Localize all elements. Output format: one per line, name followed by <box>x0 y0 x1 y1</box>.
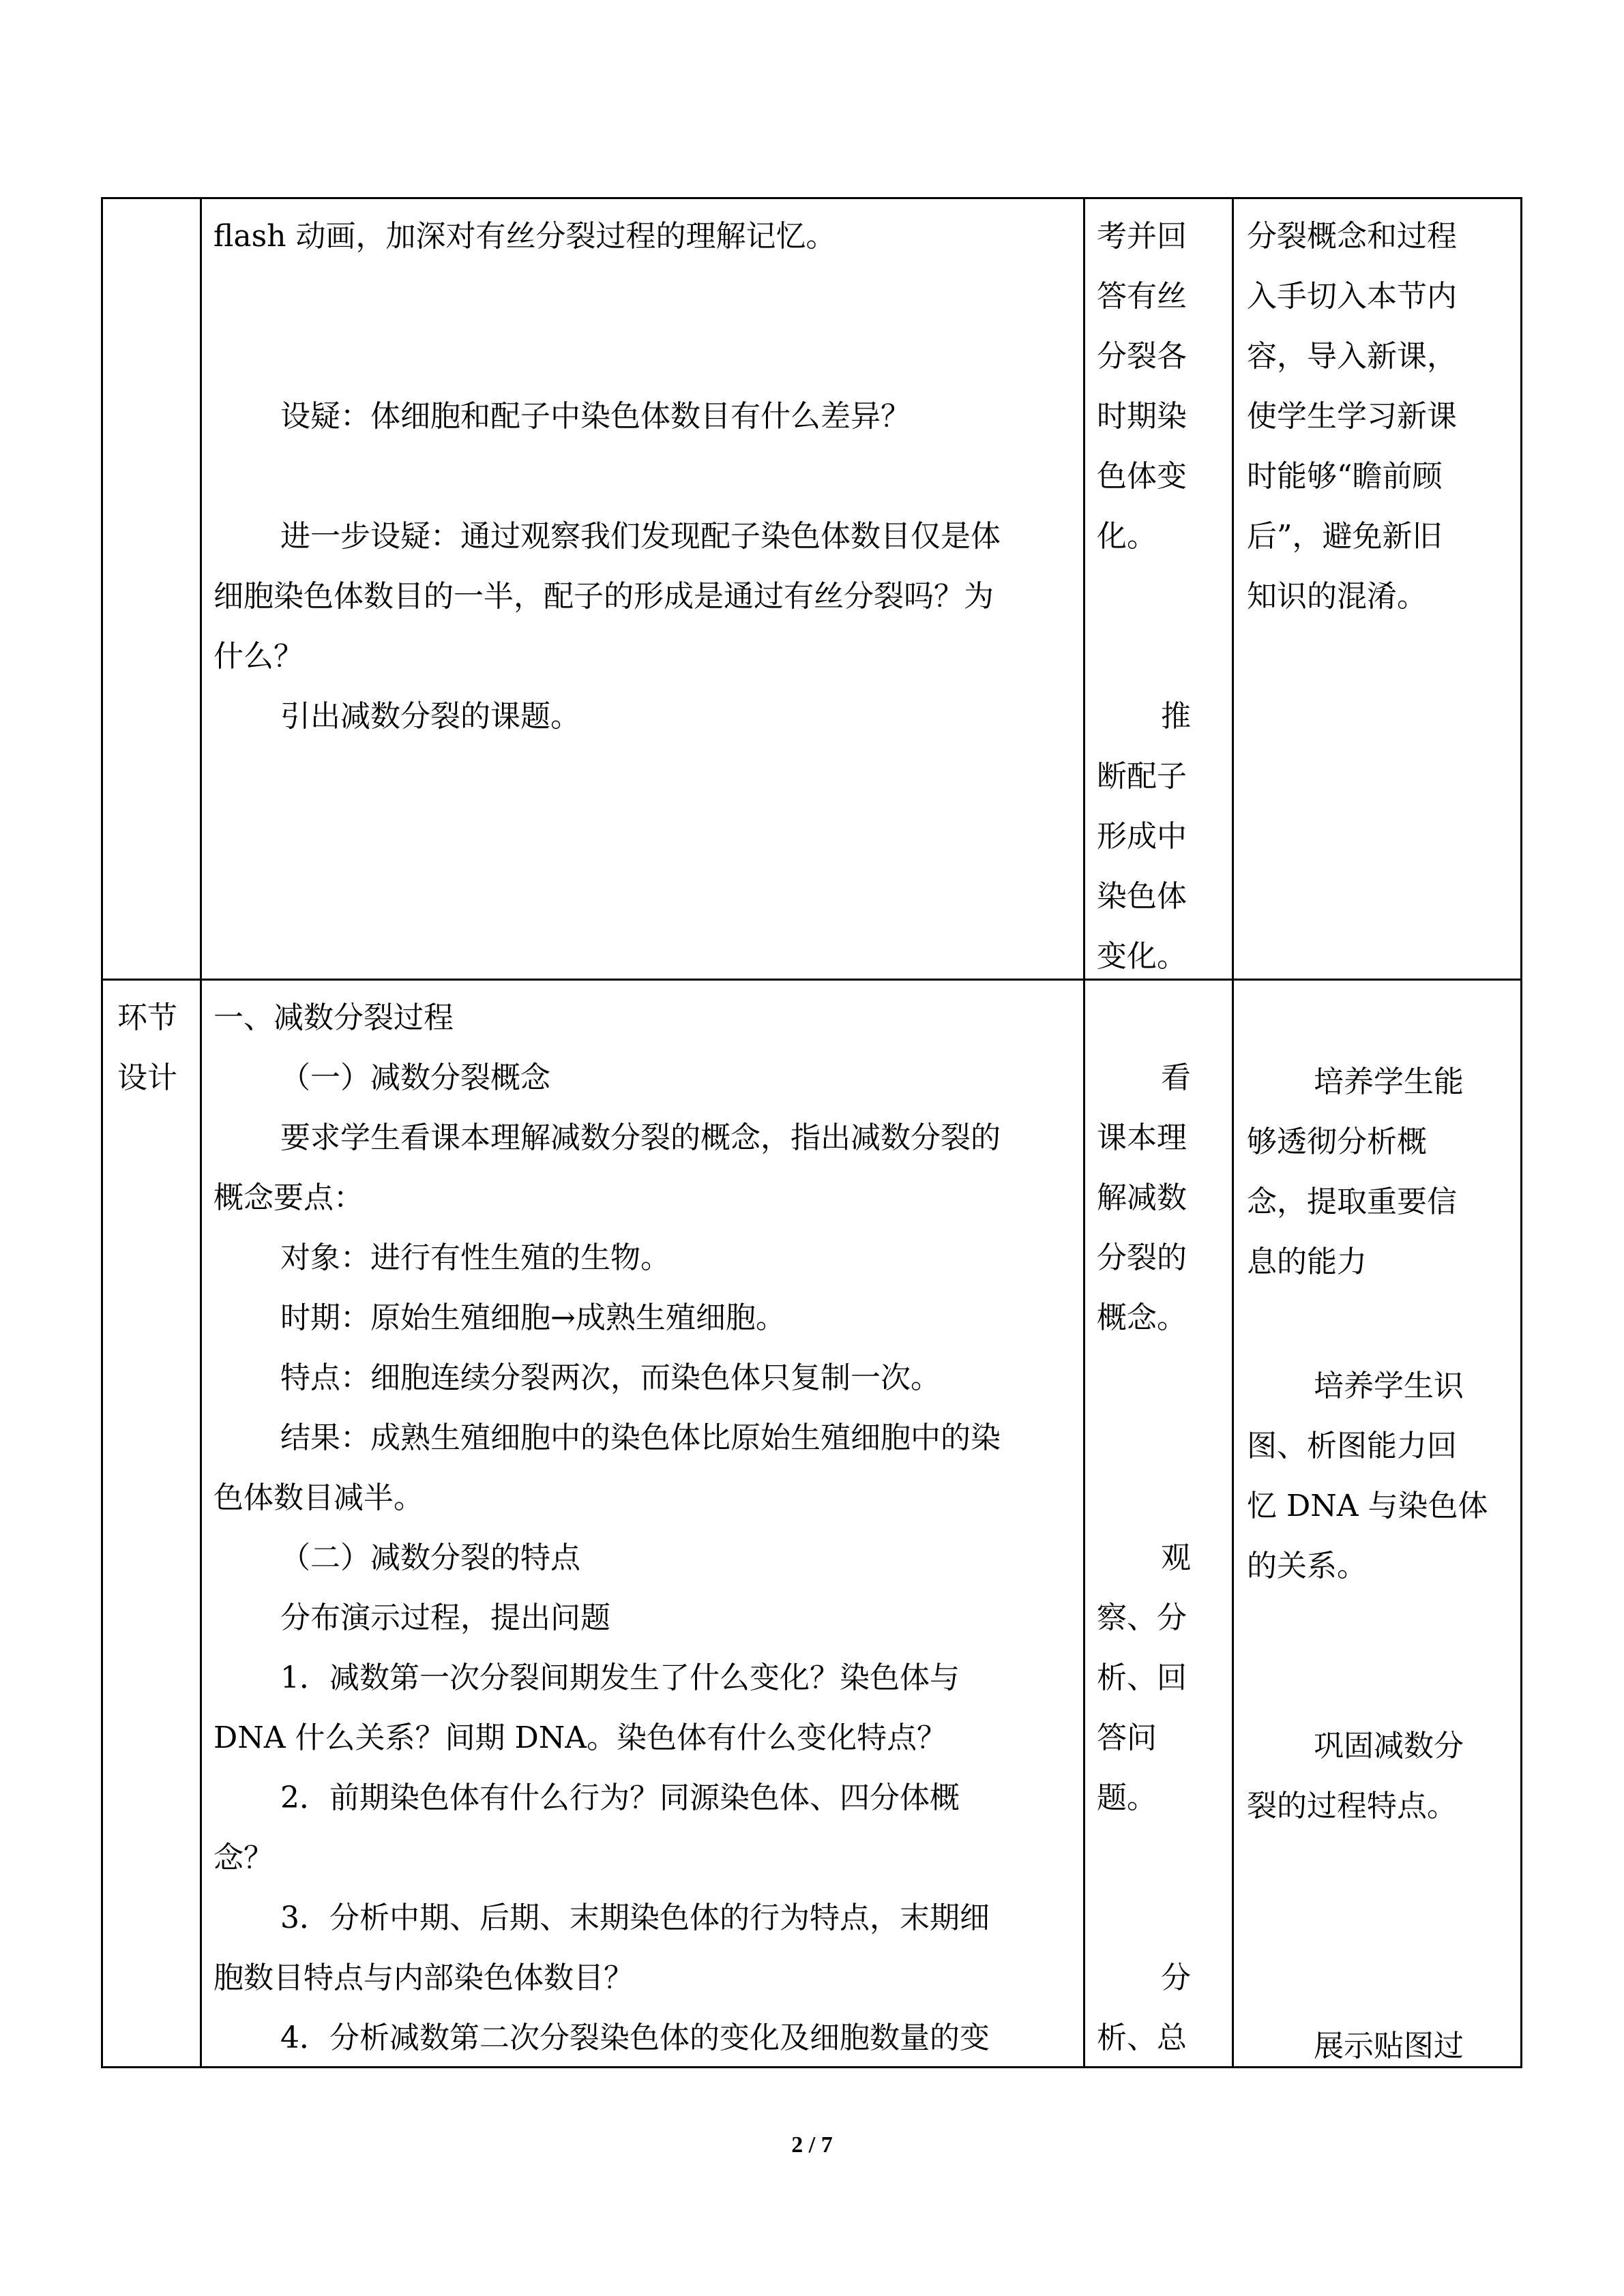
row-divider <box>103 979 1520 981</box>
page-number: 2 / 7 <box>791 2132 833 2158</box>
text-line: 容，导入新课， <box>1247 339 1457 374</box>
text-line: 裂的过程特点。 <box>1247 1789 1457 1823</box>
column-divider-1 <box>200 199 202 2066</box>
text-line: 分裂概念和过程 <box>1247 219 1457 254</box>
text-line: 色体变 <box>1097 459 1187 494</box>
text-line: 4．分析减数第二次分裂染色体的变化及细胞数量的变 <box>280 2021 990 2055</box>
column-divider-3 <box>1232 199 1234 2066</box>
text-line: 色体数目减半。 <box>213 1480 424 1515</box>
text-line: 进一步设疑：通过观察我们发现配子染色体数目仅是体 <box>280 519 1001 554</box>
text-line: 察、分 <box>1097 1600 1187 1635</box>
text-line: 析、回 <box>1097 1660 1187 1695</box>
text-line: 胞数目特点与内部染色体数目？ <box>213 1960 634 1995</box>
text-line: 分裂各 <box>1097 339 1187 374</box>
text-line: 培养学生能 <box>1314 1064 1464 1099</box>
text-line: 课本理 <box>1097 1120 1187 1155</box>
text-line: 时期：原始生殖细胞→成熟生殖细胞。 <box>280 1300 786 1335</box>
section-heading: 一、减数分裂过程 <box>213 1000 454 1035</box>
text-line: 巩固减数分 <box>1314 1729 1464 1763</box>
text-line: 设疑：体细胞和配子中染色体数目有什么差异？ <box>280 399 911 434</box>
text-line: 图、析图能力回 <box>1247 1429 1457 1463</box>
text-line: 分 <box>1161 1960 1191 1995</box>
row-header-line: 设计 <box>117 1060 177 1095</box>
text-line: 解减数 <box>1097 1180 1187 1215</box>
text-line: 概念要点： <box>213 1180 364 1215</box>
text-line: 分裂的 <box>1097 1240 1187 1275</box>
text-line: 析、总 <box>1097 2021 1187 2055</box>
text-line: 什么？ <box>213 639 304 674</box>
text-line: 分布演示过程，提出问题 <box>280 1600 610 1635</box>
text-line: 断配子 <box>1097 759 1187 794</box>
text-line: 形成中 <box>1097 819 1187 854</box>
text-line: flash 动画，加深对有丝分裂过程的理解记忆。 <box>213 219 836 254</box>
text-line: 对象：进行有性生殖的生物。 <box>280 1240 670 1275</box>
text-line: 1．减数第一次分裂间期发生了什么变化？染色体与 <box>280 1660 960 1695</box>
subsection-heading: （二）减数分裂的特点 <box>280 1540 580 1575</box>
text-line: 染色体 <box>1097 879 1187 914</box>
text-line: 3．分析中期、后期、末期染色体的行为特点，末期细 <box>280 1900 990 1935</box>
text-line: 答问 <box>1097 1720 1157 1755</box>
text-line: 2．前期染色体有什么行为？同源染色体、四分体概 <box>280 1780 960 1815</box>
text-line: 息的能力 <box>1247 1244 1367 1279</box>
text-line: 够透彻分析概 <box>1247 1124 1427 1159</box>
text-line: 推 <box>1161 699 1191 734</box>
text-line: 细胞染色体数目的一半，配子的形成是通过有丝分裂吗？为 <box>213 579 994 614</box>
text-line: 看 <box>1161 1060 1191 1095</box>
text-line: 考并回 <box>1097 219 1187 254</box>
text-line: 培养学生识 <box>1314 1369 1464 1403</box>
text-line: 观 <box>1161 1540 1191 1575</box>
text-line: 概念。 <box>1097 1300 1187 1335</box>
text-line: 念？ <box>213 1840 274 1875</box>
subsection-heading: （一）减数分裂概念 <box>280 1060 550 1095</box>
text-line: 引出减数分裂的课题。 <box>280 699 580 734</box>
text-line: DNA 什么关系？间期 DNA。染色体有什么变化特点？ <box>213 1720 947 1755</box>
text-line: 题。 <box>1097 1780 1157 1815</box>
text-line: 念，提取重要信 <box>1247 1184 1457 1219</box>
column-divider-2 <box>1083 199 1085 2066</box>
text-line: 特点：细胞连续分裂两次，而染色体只复制一次。 <box>280 1360 941 1395</box>
row-header-line: 环节 <box>117 1000 177 1035</box>
text-line: 化。 <box>1097 519 1157 554</box>
text-line: 的关系。 <box>1247 1549 1367 1583</box>
text-line: 结果：成熟生殖细胞中的染色体比原始生殖细胞中的染 <box>280 1420 1001 1455</box>
text-line: 时能够“瞻前顾 <box>1247 459 1443 494</box>
text-line: 展示贴图过 <box>1314 2029 1464 2063</box>
text-line: 后”，避免新旧 <box>1247 519 1443 554</box>
text-line: 要求学生看课本理解减数分裂的概念，指出减数分裂的 <box>280 1120 1001 1155</box>
text-line: 使学生学习新课 <box>1247 399 1457 434</box>
text-line: 时期染 <box>1097 399 1187 434</box>
text-line: 变化。 <box>1097 939 1187 974</box>
text-line: 答有丝 <box>1097 279 1187 314</box>
text-line: 入手切入本节内 <box>1247 279 1457 314</box>
text-line: 忆 DNA 与染色体 <box>1247 1489 1488 1523</box>
text-line: 知识的混淆。 <box>1247 579 1427 614</box>
